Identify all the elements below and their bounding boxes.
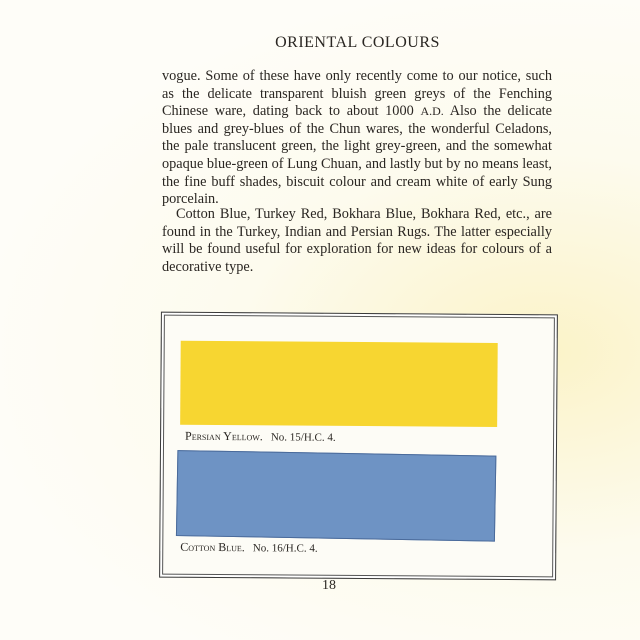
paragraph-rugs: Cotton Blue, Turkey Red, Bokhara Blue, Bokhara Red, etc., are found in the Turkey, Indian and Persian Rugs. The latter especially will be found useful for exploration for new ideas for colours of a decorative type.	[162, 206, 552, 275]
paragraph-text: Also the delicate blues and grey-blues of the Chun wares, the wonderful Celadons, the pale translucent green, the light grey-green, and the somewhat opaque blue-green of Lung Chuan, and lastly but by no means least, the fine buff shades, biscuit colour and cream white of early Sung porcelain.	[162, 103, 553, 208]
swatch-name: Cotton Blue.	[180, 539, 245, 555]
page-title: ORIENTAL COLOURS	[275, 34, 440, 51]
page-number: 18	[322, 578, 336, 593]
swatch-caption	[185, 429, 336, 445]
swatch-number: No. 15/H.C. 4.	[270, 431, 336, 444]
colour-plate	[159, 312, 558, 581]
swatch-caption	[180, 540, 317, 556]
paragraph-text: vogue. Some of these have only recently come to our notice, such as the delicate transparent bluish green greys of the Fenching Chinese ware, dating back to about 1000	[162, 68, 552, 120]
persian-yellow-swatch	[180, 341, 498, 427]
paragraph-oriental-wares	[162, 68, 552, 209]
swatch-number: No. 16/H.C. 4.	[252, 542, 318, 555]
swatch-name: Persian Yellow.	[185, 428, 263, 444]
cotton-blue-swatch	[176, 450, 496, 542]
era-abbreviation: A.D.	[420, 104, 444, 119]
